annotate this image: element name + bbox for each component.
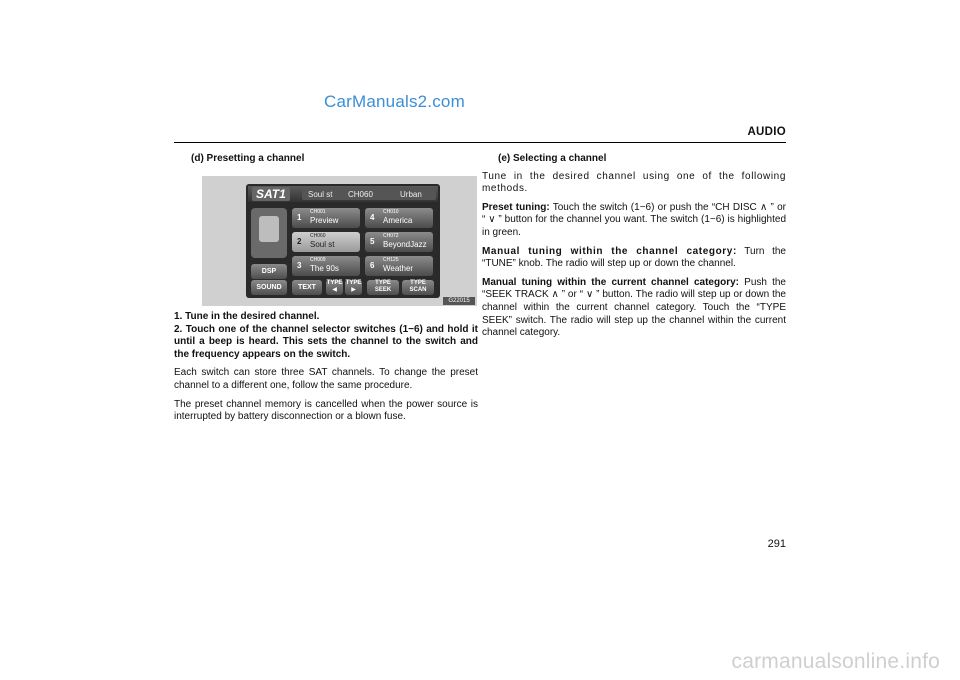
figure-code: G22015 <box>443 297 475 305</box>
channel-code: CH010 <box>383 209 399 215</box>
channel-switch-2 <box>292 232 360 252</box>
watermark-bottom[interactable]: carmanualsonline.info <box>731 650 940 673</box>
section-heading-presetting: (d) Presetting a channel <box>191 153 305 164</box>
channel-code: CH072 <box>383 233 399 239</box>
type-seek-button: TYPE SEEK <box>367 280 399 295</box>
dsp-button: DSP <box>251 264 287 279</box>
manual-current-text: Push the “SEEK TRACK ∧ ” or “ ∨ ” button. The radio will step up or down the channel within the current channel category. Touch the “TYPE SEEK” switch. The radio will step up the channel within the current channel category. <box>482 276 786 339</box>
preset-tuning-label: Preset tuning: <box>482 201 550 213</box>
channel-number: 2 <box>297 237 302 246</box>
channel-number: 5 <box>370 237 375 246</box>
channel-switch-5 <box>365 232 433 252</box>
sound-picture-icon <box>251 208 287 258</box>
channel-code: CH009 <box>310 257 326 263</box>
current-name: Soul st <box>308 190 333 199</box>
right-column <box>482 153 786 346</box>
radio-screen <box>246 184 440 298</box>
channel-switch-3 <box>292 256 360 276</box>
current-category: Urban <box>400 190 422 199</box>
channel-switch-6 <box>365 256 433 276</box>
manual-category-paragraph <box>482 246 786 271</box>
type-next-button: TYPE ▶ <box>345 280 362 293</box>
section-heading-selecting: (e) Selecting a channel <box>498 153 607 164</box>
preset-tuning-paragraph <box>482 202 786 240</box>
watermark-top[interactable]: CarManuals2.com <box>324 92 465 111</box>
section-title: AUDIO <box>747 126 786 138</box>
channel-number: 3 <box>297 261 302 270</box>
channel-number: 1 <box>297 213 302 222</box>
header-rule <box>174 142 786 143</box>
paragraph-memory: The preset channel memory is cancelled when the power source is interrupted by battery disconnection or a blown fuse. <box>174 398 478 423</box>
channel-switch-1 <box>292 208 360 228</box>
current-station-display <box>302 189 436 200</box>
channel-name: BeyondJazz <box>383 240 427 249</box>
type-prev-button: TYPE ◀ <box>326 280 343 293</box>
channel-name: The 90s <box>310 264 339 273</box>
manual-category-label: Manual tuning within the channel category: <box>482 245 737 257</box>
manual-category-text: Turn the “TUNE” knob. The radio will step up or down the channel. <box>482 245 786 270</box>
manual-current-label: Manual tuning within the current channel category: <box>482 276 739 288</box>
sound-button: SOUND <box>251 280 287 295</box>
channel-name: Weather <box>383 264 414 273</box>
channel-number: 4 <box>370 213 375 222</box>
left-column <box>174 153 478 166</box>
current-channel: CH060 <box>348 190 373 199</box>
channel-code: CH060 <box>310 233 326 239</box>
channel-name: America <box>383 216 413 225</box>
channel-code: CH125 <box>383 257 399 263</box>
screen-top-bar <box>248 186 438 202</box>
preset-tuning-text: Touch the switch (1−6) or push the “CH DISC ∧ ” or “ ∨ ” button for the channel you want. The switch (1−6) is highlighted in green. <box>482 201 786 238</box>
page-number: 291 <box>767 538 786 550</box>
radio-screen-figure <box>202 176 477 306</box>
channel-code: CH001 <box>310 209 326 215</box>
channel-name: Preview <box>310 216 339 225</box>
paragraph-store: Each switch can store three SAT channels. To change the preset channel to a different one, follow the same procedure. <box>174 367 478 391</box>
band-label: SAT1 <box>252 187 290 201</box>
channel-name: Soul st <box>310 240 335 249</box>
step-1: 1. Tune in the desired channel. <box>174 311 320 322</box>
type-scan-button: TYPE SCAN <box>402 280 434 295</box>
left-body <box>174 311 478 430</box>
step-2: 2. Touch one of the channel selector switches (1−6) and hold it until a beep is heard. This sets the channel to the switch and the frequency appears on the switch. <box>174 323 478 360</box>
intro-paragraph: Tune in the desired channel using one of the following methods. <box>482 170 786 195</box>
text-button: TEXT <box>292 280 322 295</box>
channel-number: 6 <box>370 261 375 270</box>
channel-switch-4 <box>365 208 433 228</box>
manual-current-paragraph <box>482 277 786 340</box>
